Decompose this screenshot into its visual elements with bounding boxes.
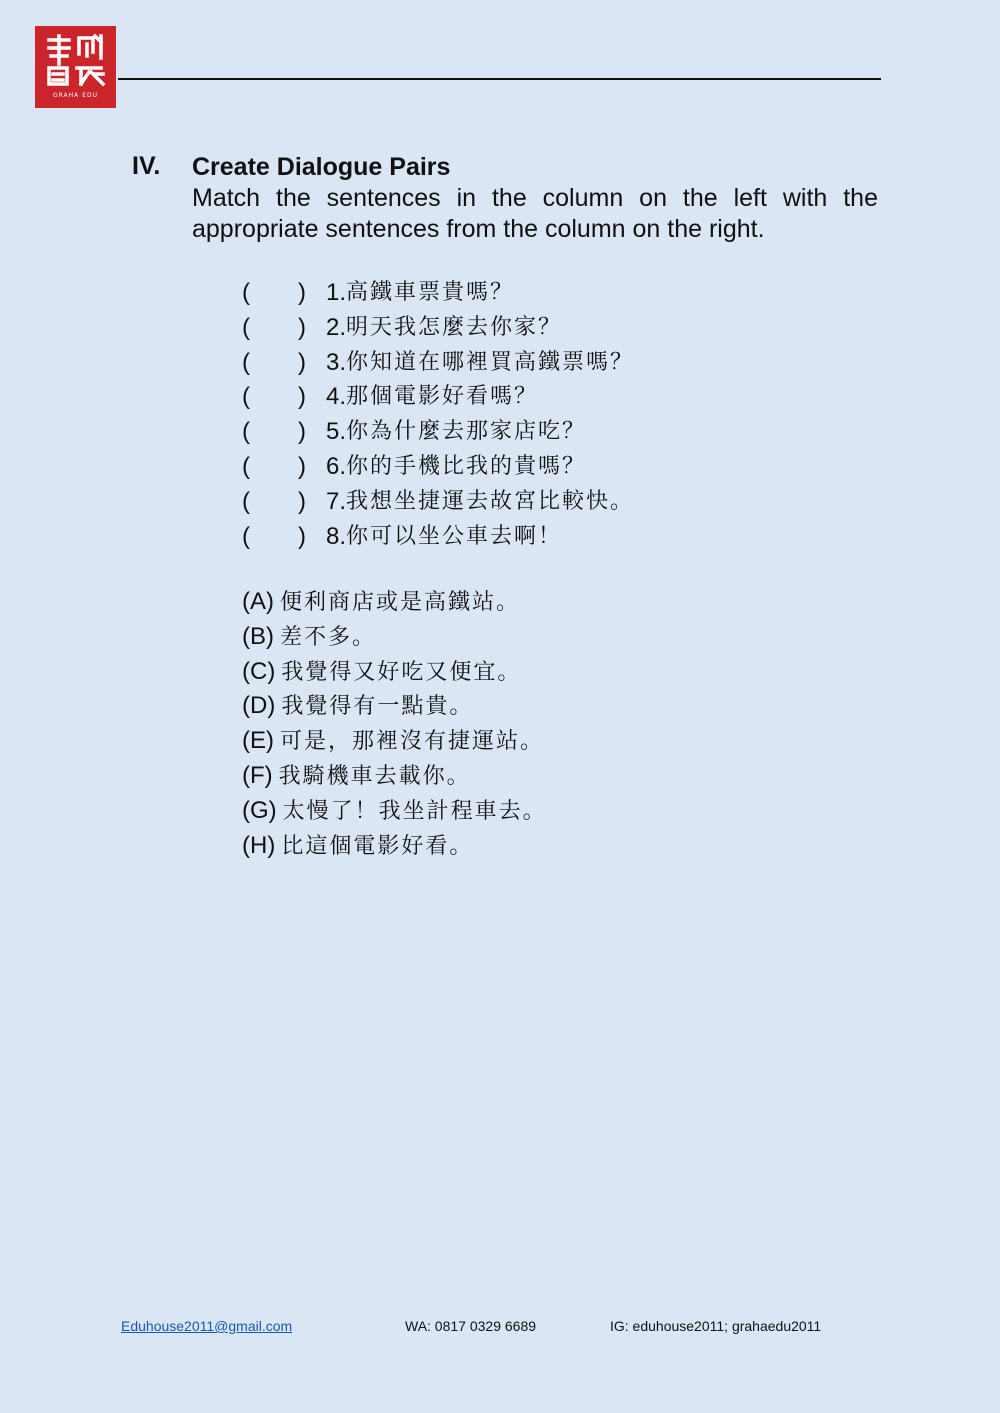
question-item xyxy=(242,348,634,383)
question-item xyxy=(242,278,634,313)
answer-blank[interactable]: ( ) xyxy=(242,313,306,341)
choice-text: 差不多。 xyxy=(280,624,377,650)
choice-label: (A) xyxy=(242,588,274,615)
question-text: 你為什麼去那家店吃？ xyxy=(346,419,587,445)
choice-label: (F) xyxy=(242,761,273,789)
question-item xyxy=(242,487,634,522)
choice-text: 便利商店或是高鐵站。 xyxy=(280,590,521,615)
answer-choice xyxy=(242,622,547,657)
section-instruction: Match the sentences in the column on the left with the appropriate sentences from the column on the right. xyxy=(192,184,878,243)
choice-text: 太慢了！我坐計程車去。 xyxy=(282,798,547,824)
answer-choice xyxy=(242,691,547,726)
choice-text: 我騎機車去載你。 xyxy=(278,763,471,789)
section-body xyxy=(192,152,878,245)
question-text: 你知道在哪裡買高鐵票嗎？ xyxy=(346,349,635,375)
answer-blank[interactable]: ( ) xyxy=(242,279,306,306)
choice-label: (C) xyxy=(242,657,276,685)
answer-blank[interactable]: ( ) xyxy=(242,487,306,515)
question-number: 5. xyxy=(326,418,347,446)
question-item xyxy=(242,417,634,452)
answer-choice xyxy=(242,831,547,866)
footer-instagram: IG: eduhouse2011; grahaedu2011 xyxy=(610,1318,822,1334)
answer-choice xyxy=(242,657,547,692)
section-number: IV. xyxy=(132,152,161,180)
section-title: Create Dialogue Pairs xyxy=(192,153,451,181)
question-text: 你可以坐公車去啊！ xyxy=(346,523,563,549)
question-number: 1. xyxy=(326,279,347,306)
choice-label: (B) xyxy=(242,622,274,650)
question-number: 6. xyxy=(326,452,347,480)
logo-mark-icon xyxy=(35,26,116,96)
answer-blank[interactable]: ( ) xyxy=(242,418,306,446)
question-text: 明天我怎麼去你家？ xyxy=(346,314,563,340)
header-divider xyxy=(118,78,881,80)
choice-label: (D) xyxy=(242,692,276,720)
choice-text: 比這個電影好看。 xyxy=(281,833,474,859)
answer-choice xyxy=(242,726,547,761)
question-number: 3. xyxy=(326,348,347,376)
question-item xyxy=(242,522,634,557)
choice-text: 我覺得有一點貴。 xyxy=(281,694,474,720)
question-number: 7. xyxy=(326,487,347,515)
question-list xyxy=(242,278,634,556)
answer-choice xyxy=(242,761,547,796)
footer-whatsapp: WA: 0817 0329 6689 xyxy=(405,1318,537,1334)
choice-text: 可是，那裡沒有捷運站。 xyxy=(280,729,545,755)
question-text: 你的手機比我的貴嗎？ xyxy=(346,453,587,479)
footer-email-link[interactable]: Eduhouse2011@gmail.com xyxy=(121,1318,293,1334)
choice-label: (G) xyxy=(242,796,277,824)
answer-choice xyxy=(242,796,547,831)
question-number: 2. xyxy=(326,313,347,341)
question-text: 那個電影好看嗎？ xyxy=(346,384,539,410)
question-item xyxy=(242,313,634,348)
question-text: 高鐵車票貴嗎？ xyxy=(346,280,515,305)
question-number: 8. xyxy=(326,522,347,550)
question-number: 4. xyxy=(326,383,347,411)
answer-choice-list xyxy=(242,587,547,865)
answer-blank[interactable]: ( ) xyxy=(242,522,306,550)
answer-blank[interactable]: ( ) xyxy=(242,383,306,411)
question-item xyxy=(242,452,634,487)
logo-caption: GRAHA EDU xyxy=(52,92,98,99)
answer-blank[interactable]: ( ) xyxy=(242,348,306,376)
answer-blank[interactable]: ( ) xyxy=(242,452,306,480)
choice-text: 我覺得又好吃又便宜。 xyxy=(281,659,522,685)
choice-label: (E) xyxy=(242,727,274,755)
choice-label: (H) xyxy=(242,831,276,859)
question-text: 我想坐捷運去故宮比較快。 xyxy=(346,488,635,514)
answer-choice xyxy=(242,587,547,622)
question-item xyxy=(242,382,634,417)
graha-edu-logo xyxy=(35,26,116,108)
